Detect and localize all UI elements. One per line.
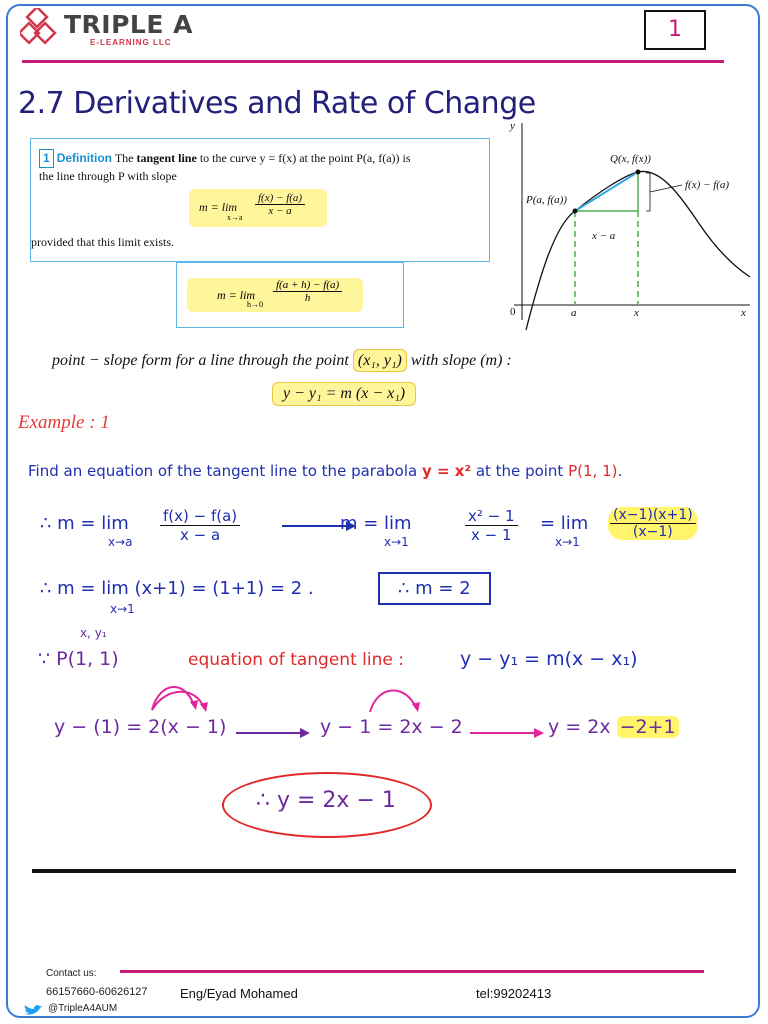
definition-line2: the line through P with slope [39,169,177,183]
page-title: 2.7 Derivatives and Rate of Change [18,86,536,121]
problem-point: P(1, 1) [568,462,618,480]
definition-label: Definition [56,151,113,165]
alternate-formula [187,278,363,312]
problem-period: . [617,462,623,480]
slope-result-box: ∴ m = 2 [378,572,491,605]
alt-formula-den: h [304,292,311,304]
definition-text-b: to the curve y = f(x) at the point P(a, f(a)) is [196,151,411,165]
point-slope-point: (x₁, y₁) [353,349,407,372]
brand-subtitle: E-LEARNING LLC [90,38,172,47]
label-diff: f(x) − f(a) [685,179,730,191]
work1-num-a: f(x) − f(a) [160,507,240,526]
brand-title: TRIPLE A [64,10,193,39]
alt-formula-lhs: m = lim [217,288,256,302]
author-name: Eng/Eyad Mohamed [180,986,298,1001]
work1-sub-a: x→a [108,535,133,549]
definition-text-a: The [114,151,137,165]
xy-label: x, y₁ [80,626,107,640]
work4-step-c-highlight: −2+1 [617,716,679,738]
tick-a: a [571,307,577,319]
arrow-2-icon [236,726,310,740]
contact-phones: 66157660-60626127 [46,986,148,998]
point-slope-equation: y − y₁ = m (x − x₁) [272,382,416,406]
definition-bold: tangent line [136,151,197,165]
tick-x: x [634,307,639,319]
label-dx: x − a [592,230,616,242]
definition-provided: provided that this limit exists. [31,235,174,249]
problem-point-word: point [525,462,564,480]
work4-step-c-main: y = 2x [548,716,611,738]
distribute-arrows-1-icon [140,680,220,714]
work1-lim-b: m = lim [340,513,412,534]
definition-box [30,138,490,262]
definition-formula-lhs: m = lim [199,200,238,214]
definition-formula-num: f(x) − f(a) [255,192,305,205]
work-line-3 [38,646,738,680]
work1-den-b: x − 1 [471,526,512,544]
work1-lim-a: ∴ m = lim [40,513,129,534]
work3-formula: y − y₁ = m(x − x₁) [460,648,638,670]
work1-num-c: (x−1)(x+1) [610,507,696,524]
arrow-3-icon [470,726,544,740]
problem-text-a: Find an equation of the tangent line to the parabola [28,462,418,480]
work1-sub-b: x→1 [384,535,409,549]
work2-sub: x→1 [110,602,135,616]
point-slope-text-a: point − slope form for a line through the point [52,352,349,369]
problem-curve: y = x² [421,462,472,480]
work1-lim-c: = lim [540,513,589,534]
work4-step-a: y − (1) = 2(x − 1) [54,716,227,738]
distribute-arrows-2-icon [364,684,434,714]
bottom-divider [32,869,736,873]
author-phone: tel:99202413 [476,986,552,1001]
page-number: 1 [644,10,706,50]
x-axis-label: x [741,307,746,319]
problem-statement [28,462,622,480]
work4-step-b: y − 1 = 2x − 2 [320,716,463,738]
alt-formula-num: f(a + h) − f(a) [273,279,342,292]
definition-formula-den: x − a [268,205,292,217]
work4-step-c [548,716,679,738]
work3-label: equation of tangent line : [188,650,404,670]
work1-sub-c: x→1 [555,535,580,549]
y-axis-label: y [510,120,515,132]
definition-formula [189,189,327,227]
work1-num-b: x² − 1 [465,507,518,526]
twitter-icon [22,1003,44,1015]
footer-divider [120,970,704,973]
final-answer: ∴ y = 2x − 1 [256,788,396,813]
label-q: Q(x, f(x)) [610,153,651,165]
work1-frac-a [160,507,240,544]
definition-number: 1 [39,149,54,168]
diff-brace [646,173,650,211]
diff-pointer [650,185,682,192]
definition-formula-frac [255,192,305,217]
alt-formula-sub: h→0 [247,300,263,309]
point-q [636,170,641,175]
contact-label: Contact us: [46,968,97,979]
work1-den-c: (x−1) [632,524,673,540]
top-divider [22,60,724,63]
triple-a-logo-icon [20,8,60,48]
twitter-handle[interactable]: @TripleA4AUM [48,1003,118,1014]
work3-point: ∵ P(1, 1) [38,648,119,670]
origin-label: 0 [510,306,516,318]
alt-formula-frac [273,279,342,304]
point-slope-text-b: with slope [410,352,477,369]
problem-text-b: at the [475,462,521,480]
example-label: Example : 1 [18,412,110,433]
alternate-formula-box [176,262,404,328]
point-slope-slope: (m) : [480,352,512,369]
point-slope-line [52,352,512,370]
work-line-1 [40,505,740,555]
work2-text: ∴ m = lim (x+1) = (1+1) = 2 . [40,578,314,599]
point-p [573,209,578,214]
label-p: P(a, f(a)) [526,194,567,206]
work1-frac-c [608,507,698,540]
work-line-2 [40,572,740,622]
tangent-graph [500,115,756,330]
definition-formula-sub: x→a [227,213,243,222]
work1-den-a: x − a [179,526,221,544]
work1-frac-b [465,507,518,544]
secant-line [575,172,638,211]
